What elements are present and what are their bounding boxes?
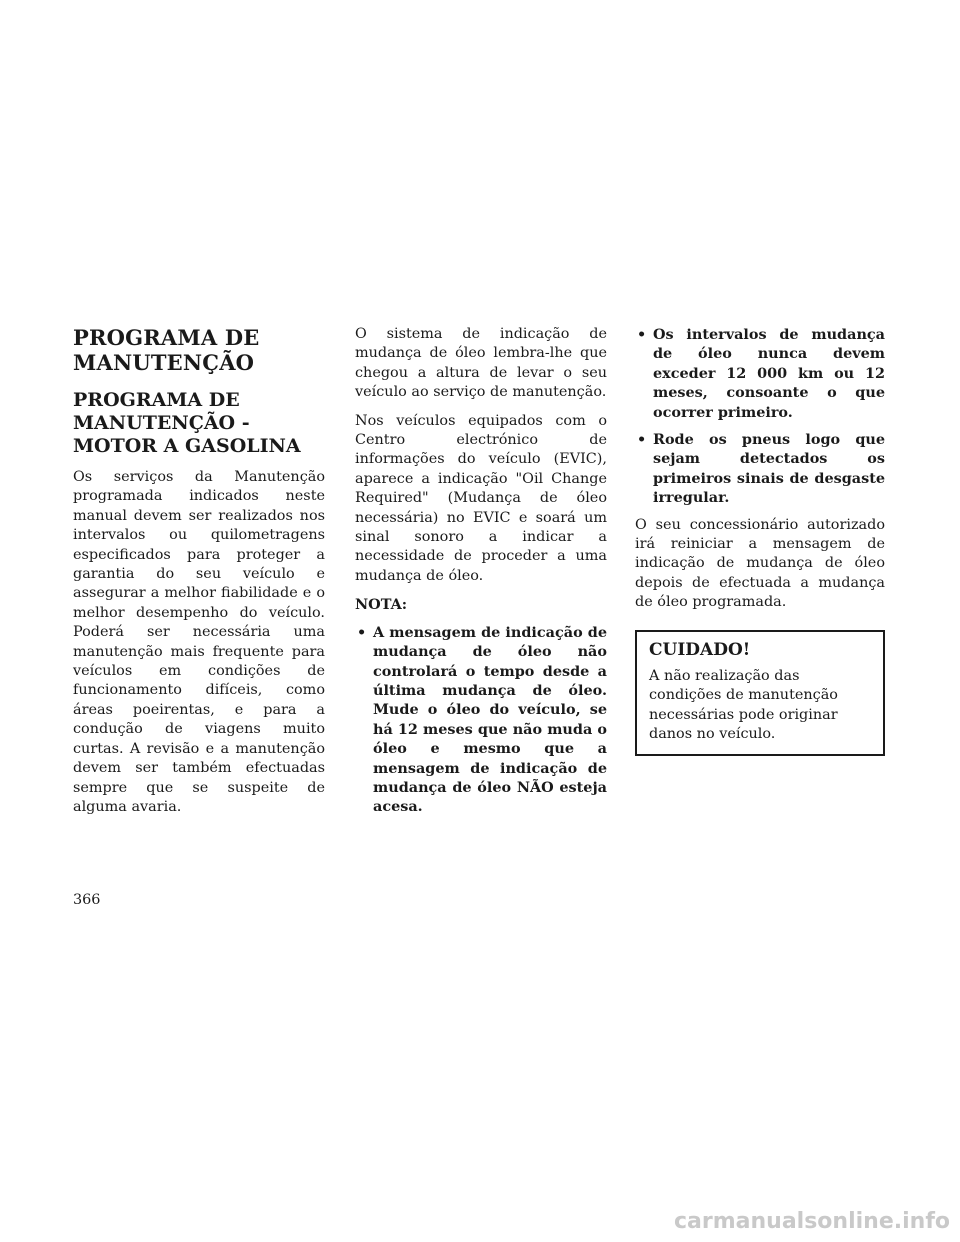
bullet-icon: •: [357, 623, 367, 641]
dealer-paragraph: O seu concessionário autorizado irá reiniciar a mensagem de indicação de mudança de óleo depois de efectuada a mudança de óleo programada.: [635, 516, 885, 611]
column-left: [73, 325, 325, 826]
section-title: PROGRAMA DE MANUTENÇÃO: [73, 325, 260, 375]
list-item-text: A mensagem de indicação de mudança de óleo não controlará o tempo desde a última mudança de óleo. Mude o óleo do veículo, se há 12 meses que não muda o óleo e mesmo que a mensagem de indicação de mudança de óleo NÃO esteja acesa.: [373, 623, 607, 816]
caution-title: CUIDADO!: [649, 639, 751, 660]
column-right: [635, 325, 885, 756]
list-item: [635, 325, 885, 422]
oil-indicator-paragraph: O sistema de indicação de mudança de óleo lembra-lhe que chegou a altura de levar o seu veículo ao serviço de manutenção.: [355, 326, 607, 401]
section-subtitle: PROGRAMA DE MANUTENÇÃO - MOTOR A GASOLINA: [73, 389, 301, 457]
page-number: 366: [73, 892, 101, 908]
bullet-list: [635, 325, 885, 508]
list-item-text: Os intervalos de mudança de óleo nunca devem exceder 12 000 km ou 12 meses, consoante o que ocorrer primeiro.: [653, 326, 885, 421]
evic-paragraph: Nos veículos equipados com o Centro electrónico de informações do veículo (EVIC), aparece a indicação "Oil Change Required" (Mudança de óleo necessária) no EVIC e soará um sinal sonoro a indicar a necessidade de proceder a uma mudança de óleo.: [355, 412, 607, 584]
caution-text: A não realização das condições de manutenção necessárias pode originar danos no veículo.: [649, 667, 838, 742]
caution-box: [635, 630, 885, 757]
list-item: [355, 623, 607, 817]
bullet-icon: •: [637, 431, 647, 449]
note-label: NOTA:: [355, 596, 408, 614]
bullet-icon: •: [637, 326, 647, 343]
list-item: [635, 430, 885, 508]
watermark: carmanualsonline.info: [674, 1209, 950, 1234]
list-item-text: Rode os pneus logo que sejam detectados os primeiros sinais de desgaste irregular.: [653, 431, 885, 507]
note-list: [355, 623, 607, 817]
column-middle: [355, 325, 607, 825]
intro-paragraph: Os serviços da Manutenção programada indicados neste manual devem ser realizados nos intervalos ou quilometragens especificados para proteger a garantia do seu veículo e assegurar a melhor fiabilidade e o melhor desempenho do veículo. Poderá ser necessária uma manutenção mais frequente para veículos em condições de funcionamento difíceis, como áreas poeirentas, e para a condução de viagens muito curtas. A revisão e a manutenção devem ser também efectuadas sempre que se suspeite de alguma avaria.: [73, 469, 325, 815]
